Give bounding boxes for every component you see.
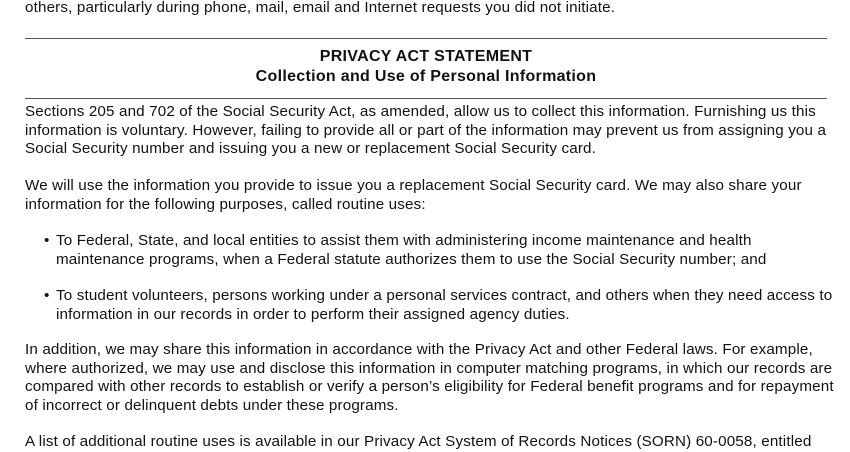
top-paragraph-line: others, particularly during phone, mail, email and Internet requests you did not initiate.: [25, 0, 616, 16]
paragraph-sorn: [25, 433, 811, 452]
paragraph-line: of incorrect or delinquent debts under these programs.: [25, 396, 399, 414]
routine-use-item: [25, 287, 832, 324]
paragraph-line: compared with other records to establish or verify a person’s eligibility for Federal benefit programs and for repayment: [25, 378, 834, 395]
routine-use-text: To student volunteers, persons working under a personal services contract, and others when they need access to: [56, 287, 833, 304]
bullet-icon: •: [44, 287, 50, 304]
paragraph-line: Sections 205 and 702 of the Social Security Act, as amended, allow us to collect this information. Furnishing us this: [25, 103, 816, 120]
routine-use-item: [25, 232, 766, 269]
routine-use-line: maintenance programs, when a Federal statute authorizes them to use the Social Security number; and: [56, 250, 767, 268]
routine-use-line: information in our records in order to perform their assigned agency duties.: [56, 305, 570, 323]
statement-subtitle: Collection and Use of Personal Information: [255, 68, 597, 85]
statement-title: PRIVACY ACT STATEMENT: [319, 48, 533, 65]
routine-use-line: [25, 232, 766, 251]
routine-use-text: To Federal, State, and local entities to assist them with administering income maintenance and health: [56, 232, 752, 249]
paragraph-uses-intro: [25, 177, 802, 214]
paragraph-authority: [25, 103, 826, 159]
section-divider-bottom: [25, 98, 827, 99]
paragraph-line: In addition, we may share this information in accordance with the Privacy Act and other Federal laws. For example,: [25, 341, 813, 358]
paragraph-line: Social Security number and issuing you a new or replacement Social Security card.: [25, 140, 596, 157]
paragraph-matching: [25, 341, 834, 415]
paragraph-line: where authorized, we may use and disclose this information in computer matching programs, in which our records are: [25, 359, 833, 377]
paragraph-line: A list of additional routine uses is available in our Privacy Act System of Records Notices (SORN) 60-0058, entitled: [25, 433, 812, 450]
bullet-icon: •: [44, 232, 50, 249]
paragraph-line: We will use the information you provide to issue you a replacement Social Security card. We may also share your: [25, 177, 802, 194]
section-divider-top: [25, 38, 827, 39]
paragraph-line: information is voluntary. However, failing to provide all or part of the information may prevent us from assigning you a: [25, 121, 827, 139]
routine-use-line: [25, 287, 832, 306]
paragraph-line: information for the following purposes, called routine uses:: [25, 195, 426, 213]
